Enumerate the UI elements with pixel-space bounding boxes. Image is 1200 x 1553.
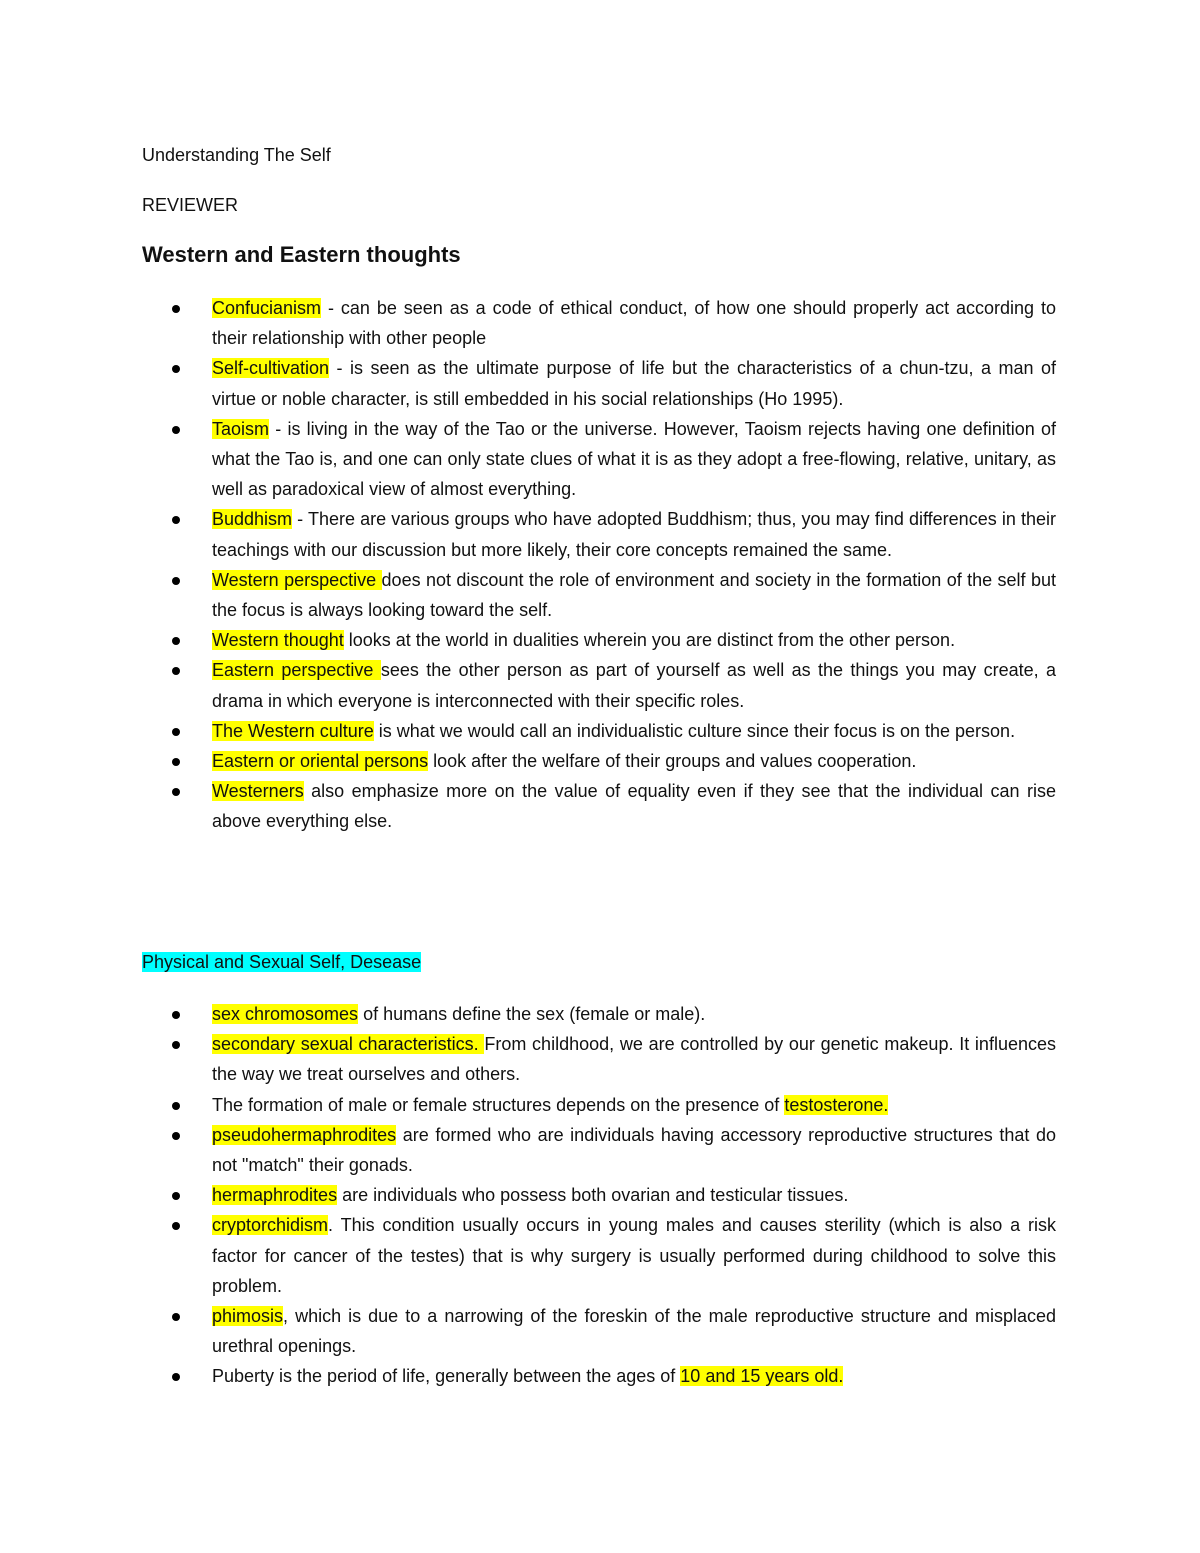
bullet-icon (172, 1192, 180, 1200)
list-item (172, 1301, 1056, 1361)
bullet-icon (172, 1041, 180, 1049)
item-text: , which is due to a narrowing of the foreskin of the male reproductive structure and misplaced urethral openings. (212, 1306, 1056, 1357)
highlighted-term: testosterone. (784, 1094, 889, 1115)
highlighted-term: Self-cultivation (212, 358, 330, 379)
document-subtitle: REVIEWER (142, 195, 239, 215)
highlighted-term: Eastern or oriental persons (212, 751, 429, 772)
list-item (172, 625, 1056, 655)
list-item (172, 999, 1056, 1029)
highlighted-heading: Physical and Sexual Self, Desease (142, 952, 422, 972)
bullet-icon (172, 365, 180, 373)
bullet-icon (172, 1222, 180, 1230)
list-item (172, 1180, 1056, 1210)
bullet-icon (172, 758, 180, 766)
list-item (172, 414, 1056, 505)
highlighted-term: Eastern perspective (212, 660, 381, 681)
highlighted-term: 10 and 15 years old. (680, 1366, 844, 1387)
item-text: - There are various groups who have adopted Buddhism; thus, you may find differences in their teachings with our discussion but more likely, their core concepts remained the same. (212, 509, 1056, 560)
bullet-icon (172, 788, 180, 796)
item-text: From childhood, we are controlled by our genetic makeup. It influences the way we treat ourselves and others. (212, 1034, 1056, 1085)
list-item (172, 716, 1056, 746)
highlighted-term: hermaphrodites (212, 1185, 338, 1206)
bullet-icon (172, 637, 180, 645)
list-item (172, 353, 1056, 413)
list-item (172, 565, 1056, 625)
list-item (172, 1210, 1056, 1301)
item-text: looks at the world in dualities wherein you are distinct from the other person. (343, 630, 956, 651)
bullet-icon (172, 426, 180, 434)
bullet-icon (172, 728, 180, 736)
list-item (172, 1029, 1056, 1089)
section-heading-physical-sexual (142, 951, 421, 973)
list-item (172, 504, 1056, 564)
bullet-icon (172, 577, 180, 585)
highlighted-term: pseudohermaphrodites (212, 1124, 397, 1145)
item-text: - is living in the way of the Tao or the universe. However, Taoism rejects having one definition of what the Tao is, and one can only state clues of what it is as they adopt a free-flowing, relative, unitary, as well as paradoxical view of almost everything. (212, 418, 1056, 500)
list-item (172, 746, 1056, 776)
bullet-icon (172, 1373, 180, 1381)
item-pretext: Puberty is the period of life, generally between the ages of (212, 1366, 681, 1387)
bullet-icon (172, 305, 180, 313)
item-text: look after the welfare of their groups and values cooperation. (428, 751, 917, 772)
bullet-icon (172, 1313, 180, 1321)
item-text: - is seen as the ultimate purpose of life but the characteristics of a chun-tzu, a man of virtue or noble character, is still embedded in his social relationships (Ho 1995). (212, 358, 1056, 409)
highlighted-term: Confucianism (212, 298, 322, 318)
western-eastern-list (172, 293, 1056, 837)
bullet-icon (172, 1102, 180, 1110)
list-item (172, 1090, 1056, 1120)
highlighted-term: Western perspective (212, 569, 382, 590)
list-item (172, 776, 1056, 836)
item-text: . This condition usually occurs in young males and causes sterility (which is also a risk factor for cancer of the testes) that is why surgery is usually performed during childhood to solve this problem. (212, 1215, 1056, 1296)
item-text: is what we would call an individualistic culture since their focus is on the person. (373, 720, 1016, 741)
item-text: are individuals who possess both ovarian and testicular tissues. (337, 1185, 849, 1206)
bullet-icon (172, 1011, 180, 1019)
list-item (172, 293, 1056, 353)
item-text: - can be seen as a code of ethical conduct, of how one should properly act according to their relationship with other people (212, 298, 1056, 349)
list-item (172, 1120, 1056, 1180)
highlighted-term: secondary sexual characteristics. (212, 1034, 485, 1055)
bullet-icon (172, 667, 180, 675)
item-pretext: The formation of male or female structures depends on the presence of (212, 1094, 785, 1115)
highlighted-term: The Western culture (212, 720, 374, 741)
highlighted-term: sex chromosomes (212, 1004, 359, 1024)
highlighted-term: Western thought (212, 630, 344, 651)
highlighted-term: Taoism (212, 418, 270, 439)
item-text: of humans define the sex (female or male). (358, 1004, 706, 1024)
physical-sexual-list (172, 999, 1056, 1392)
document-title: Understanding The Self (142, 145, 331, 165)
section-heading-western-eastern: Western and Eastern thoughts (142, 242, 461, 267)
highlighted-term: Buddhism (212, 509, 293, 530)
bullet-icon (172, 516, 180, 524)
item-text: also emphasize more on the value of equality even if they see that the individual can rise above everything else. (212, 781, 1056, 832)
list-item (172, 655, 1056, 715)
bullet-icon (172, 1132, 180, 1140)
highlighted-term: phimosis (212, 1306, 284, 1327)
highlighted-term: Westerners (212, 781, 304, 802)
highlighted-term: cryptorchidism (212, 1215, 329, 1236)
list-item (172, 1361, 1056, 1391)
item-text: sees the other person as part of yourself as well as the things you may create, a drama in which everyone is interconnected with their specific roles. (212, 660, 1056, 711)
item-text: does not discount the role of environment and society in the formation of the self but the focus is always looking toward the self. (212, 569, 1056, 621)
item-text: are formed who are individuals having accessory reproductive structures that do not "match" their gonads. (212, 1124, 1056, 1176)
